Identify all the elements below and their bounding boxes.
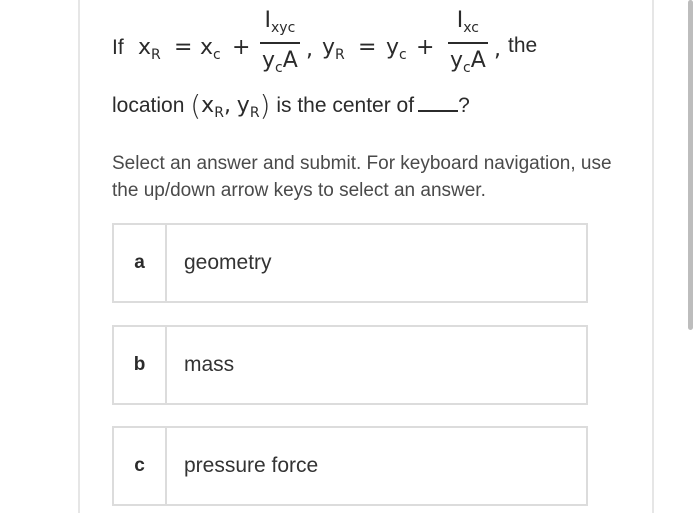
center-of-text: is the center of: [276, 94, 415, 117]
answer-blank: [418, 92, 458, 112]
option-c-label: pressure force: [184, 454, 319, 477]
comma-2: ,: [494, 37, 501, 62]
x-r-subscript: R: [151, 47, 161, 63]
plus-sign-2: +: [416, 35, 435, 60]
question-mark: ?: [458, 94, 470, 117]
y-c-subscript: c: [399, 47, 407, 63]
y-c-letter: y: [386, 35, 400, 60]
fraction-1-denominator: [260, 44, 300, 74]
point-y-symbol: [236, 93, 260, 121]
plus-sign-1: +: [232, 35, 251, 60]
y-r-symbol: [322, 35, 345, 63]
comma-1: ,: [306, 37, 313, 62]
frac2-num-letter: I: [456, 8, 464, 33]
frac1-num-subscript: xyc: [271, 20, 296, 36]
content-left-border: [78, 0, 80, 513]
x-c-symbol: [200, 35, 221, 63]
point-y-subscript: R: [249, 105, 260, 121]
equals-sign-2: =: [358, 35, 377, 60]
x-r-letter: x: [138, 35, 152, 60]
point-x-subscript: R: [214, 105, 224, 121]
frac2-den-letter: y: [450, 48, 464, 73]
frac1-den-tail: A: [282, 48, 298, 73]
open-paren: (: [190, 89, 202, 122]
option-c[interactable]: [112, 426, 588, 506]
option-b-letter: b: [114, 327, 167, 403]
point-comma: ,: [223, 93, 231, 118]
fraction-2-numerator: [448, 6, 488, 36]
content-right-border: [652, 0, 654, 513]
location-word: location: [112, 94, 185, 117]
frac1-den-letter: y: [262, 48, 276, 73]
question-text: [112, 6, 632, 124]
the-word: the: [508, 34, 538, 57]
y-r-subscript: R: [335, 47, 345, 63]
x-r-symbol: [138, 35, 161, 63]
if-word: If: [112, 36, 124, 59]
point-x-symbol: [201, 93, 224, 121]
instructions-text: Select an answer and submit. For keyboard navigation, use the up/down arrow keys to select an answer.: [112, 153, 612, 201]
option-a-letter: a: [114, 225, 167, 301]
question-location-line: [112, 86, 470, 122]
y-c-symbol: [386, 35, 407, 63]
frac1-den-subscript: c: [275, 60, 283, 76]
option-b-label: mass: [184, 353, 235, 376]
equals-sign-1: =: [174, 35, 193, 60]
point-x-letter: x: [201, 93, 215, 118]
option-a-label: geometry: [184, 251, 272, 274]
y-r-letter: y: [322, 35, 336, 60]
scrollbar[interactable]: [688, 0, 693, 330]
fraction-2: [448, 6, 488, 74]
option-c-letter: c: [114, 428, 167, 504]
frac2-den-subscript: c: [463, 60, 471, 76]
frac1-num-letter: I: [264, 8, 271, 33]
fraction-2-denominator: [448, 44, 488, 74]
point-y-letter: y: [236, 93, 250, 118]
fraction-1-numerator: [260, 6, 300, 36]
frac2-num-subscript: xc: [463, 20, 480, 36]
x-c-subscript: c: [213, 47, 221, 63]
x-c-letter: x: [200, 35, 214, 60]
option-a[interactable]: [112, 223, 588, 303]
frac2-den-tail: A: [470, 48, 486, 73]
close-paren: ): [259, 89, 271, 122]
fraction-1: [260, 6, 300, 74]
option-b[interactable]: [112, 325, 588, 405]
